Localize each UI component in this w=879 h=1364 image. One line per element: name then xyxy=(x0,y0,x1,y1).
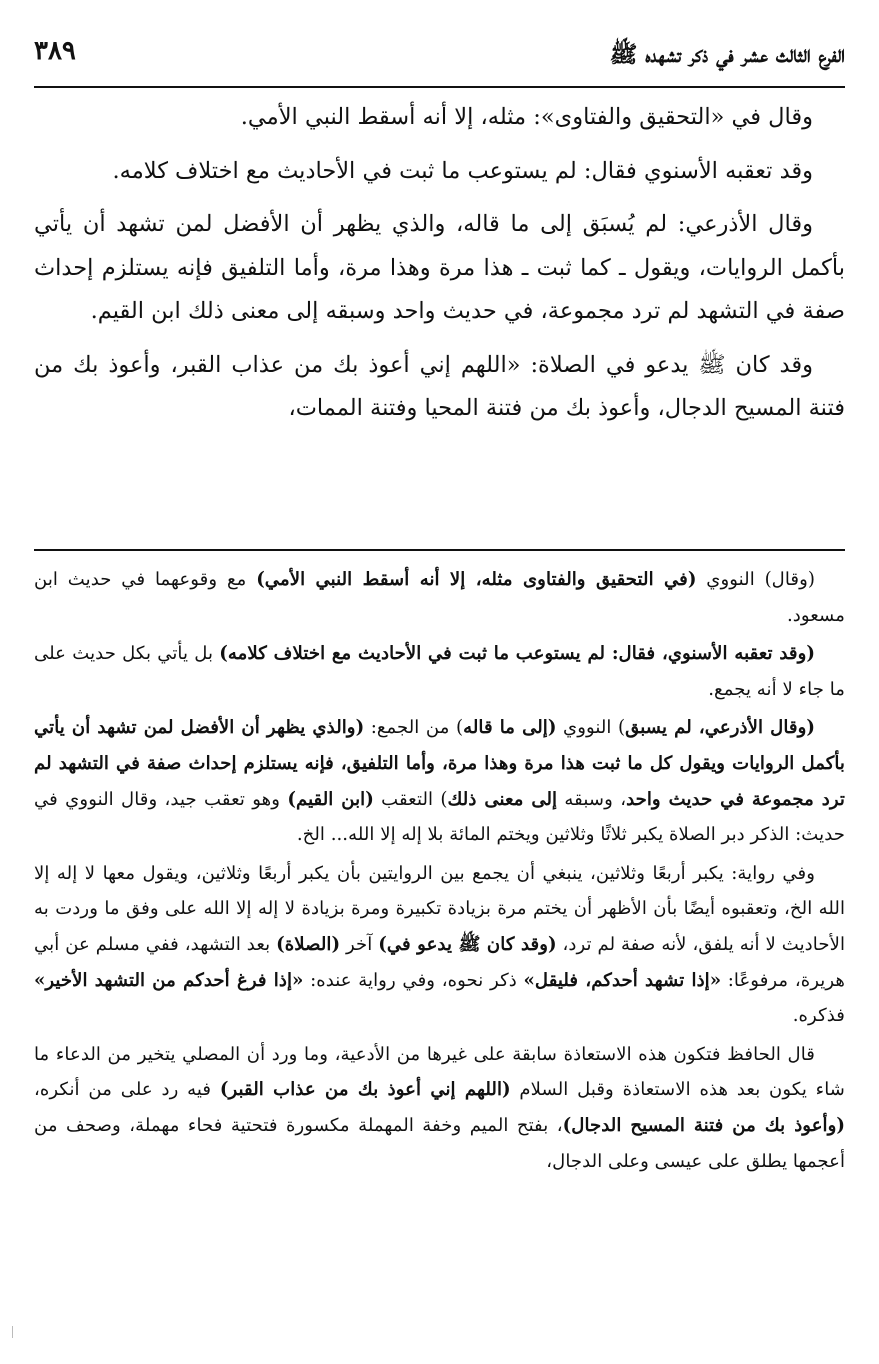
main-paragraph: وقد كان ﷺ يدعو في الصلاة: «اللهم إني أعوذ بك من عذاب القبر، وأعوذ بك من فتنة المسيح الدجال، وأعوذ بك من فتنة المحيا وفتنة الممات، xyxy=(34,351,845,421)
commentary-text: بل يأتي بكل حديث على ما جاء لا أنه يجمع. xyxy=(34,643,845,700)
main-paragraph: وقد تعقبه الأسنوي فقال: لم يستوعب ما ثبت في الأحاديث مع اختلاف كلامه. xyxy=(112,157,813,184)
commentary-paragraph xyxy=(34,1037,845,1179)
commentary-text: وهو تعقب جيد، وقال النووي في حديث: الذكر دبر الصلاة يكبر ثلاثًا وثلاثين ويختم المائة بلا إله إلا الله... الخ. xyxy=(34,788,845,846)
running-title: الفرع الثالث عشر في ذكر تشهده ﷺ xyxy=(609,41,845,68)
commentary-paragraph xyxy=(34,856,845,1034)
commentary-text: آخر xyxy=(340,933,379,955)
main-paragraph: وقال الأذرعي: لم يُسبَق إلى ما قاله، والذي يظهر أن الأفضل لمن تشهد أن يأتي بأكمل الروايات، ويقول ـ كما ثبت ـ هذا مرة وهذا مرة، وأما التلفيق فإنه يستلزم إحداث صفة في التشهد لم ترد مجموعة، في حديث واحد وسبقه إلى معنى ذلك ابن القيم. xyxy=(34,211,845,324)
commentary-quote: «إذا فرغ أحدكم من التشهد الأخير» xyxy=(34,969,304,991)
commentary-quote: (اللهم إني أعوذ بك من عذاب القبر) xyxy=(219,1079,511,1101)
commentary-text: (وقال) النووي xyxy=(696,569,815,590)
commentary-text: بعد التشهد، ففي مسلم عن أبي هريرة، مرفوعًا: xyxy=(34,933,845,991)
commentary-quote: (وقد كان ﷺ يدعو في) xyxy=(378,933,557,955)
commentary-text: فيه رد على من أنكره، xyxy=(34,1079,220,1101)
commentary-text: وفي رواية: يكبر أربعًا وثلاثين، ينبغي أن يجمع بين الروايتين بأن يكبر أربعًا وثلاثين، ويقول معها لا إله إلا الله الخ، وتعقبوه أيضًا بأن الأظهر أن يختم مرة بزيادة تكبيرة ومرة بزيادة لا إله إلا الله على وفق ما وردت به الأحاديث لا أنه يلفق، لأنه صفة لم ترد، xyxy=(34,862,845,955)
page-header xyxy=(34,30,845,88)
commentary-quote: «إذا تشهد أحدكم، فليقل» xyxy=(523,969,722,991)
commentary-text: ذكر نحوه، وفي رواية عنده: xyxy=(303,969,524,991)
commentary-text: ) التعقب xyxy=(373,788,448,810)
commentary xyxy=(34,562,845,1182)
commentary-quote: (وقال الأذرعي، لم يسبق xyxy=(625,717,815,739)
commentary-quote: (وأعوذ بك من فتنة المسيح الدجال) xyxy=(562,1114,845,1136)
commentary-quote: (الصلاة) xyxy=(276,933,341,955)
page-number: ٣٨٩ xyxy=(34,36,76,66)
commentary-text: ، بفتح الميم وخفة المهملة مكسورة فتحتية فحاء مهملة، وصحف من أعجمها يطلق على عيسى وعلى الدجال، xyxy=(34,1114,845,1172)
commentary-quote: (في التحقيق والفتاوى مثله، إلا أنه أسقط النبي الأمي) xyxy=(256,569,697,590)
commentary-text: فذكره. xyxy=(792,1005,845,1027)
commentary-paragraph xyxy=(34,710,845,852)
commentary-quote: (ابن القيم) xyxy=(287,788,374,810)
commentary-quote: (والذي يظهر أن الأفضل لمن تشهد أن يأتي بأكمل الروايات ويقول كل ما ثبت هذا مرة وهذا مرة، وأما التلفيق، فإنه يستلزم إحداث صفة في التشهد لم ترد مجموعة في حديث واحد xyxy=(34,717,845,810)
commentary-text: ) من الجمع: xyxy=(364,717,464,739)
commentary-quote: (إلى ما قاله xyxy=(463,717,557,739)
commentary-text: ) النووي xyxy=(556,717,626,739)
commentary-quote: (وقد تعقبه الأسنوي، فقال: لم يستوعب ما ثبت في الأحاديث مع اختلاف كلامه) xyxy=(219,643,815,665)
commentary-paragraph xyxy=(34,636,845,707)
commentary-paragraph xyxy=(34,562,845,633)
commentary-text: قال الحافظ فتكون هذه الاستعاذة سابقة على غيرها من الأدعية، وما ورد أن المصلي يتخير من الدعاء ما شاء يكون بعد هذه الاستعاذة وقبل السلام xyxy=(34,1043,845,1101)
commentary-quote: إلى معنى ذلك xyxy=(447,788,558,810)
commentary-text: مع وقوعهما في حديث ابن مسعود. xyxy=(34,569,845,626)
scan-mark xyxy=(12,1326,13,1338)
main-text xyxy=(34,96,845,441)
commentary-text: ، وسبقه xyxy=(557,788,627,810)
footnote-divider xyxy=(34,549,845,551)
main-paragraph: وقال في «التحقيق والفتاوى»: مثله، إلا أنه أسقط النبي الأمي. xyxy=(240,104,813,130)
